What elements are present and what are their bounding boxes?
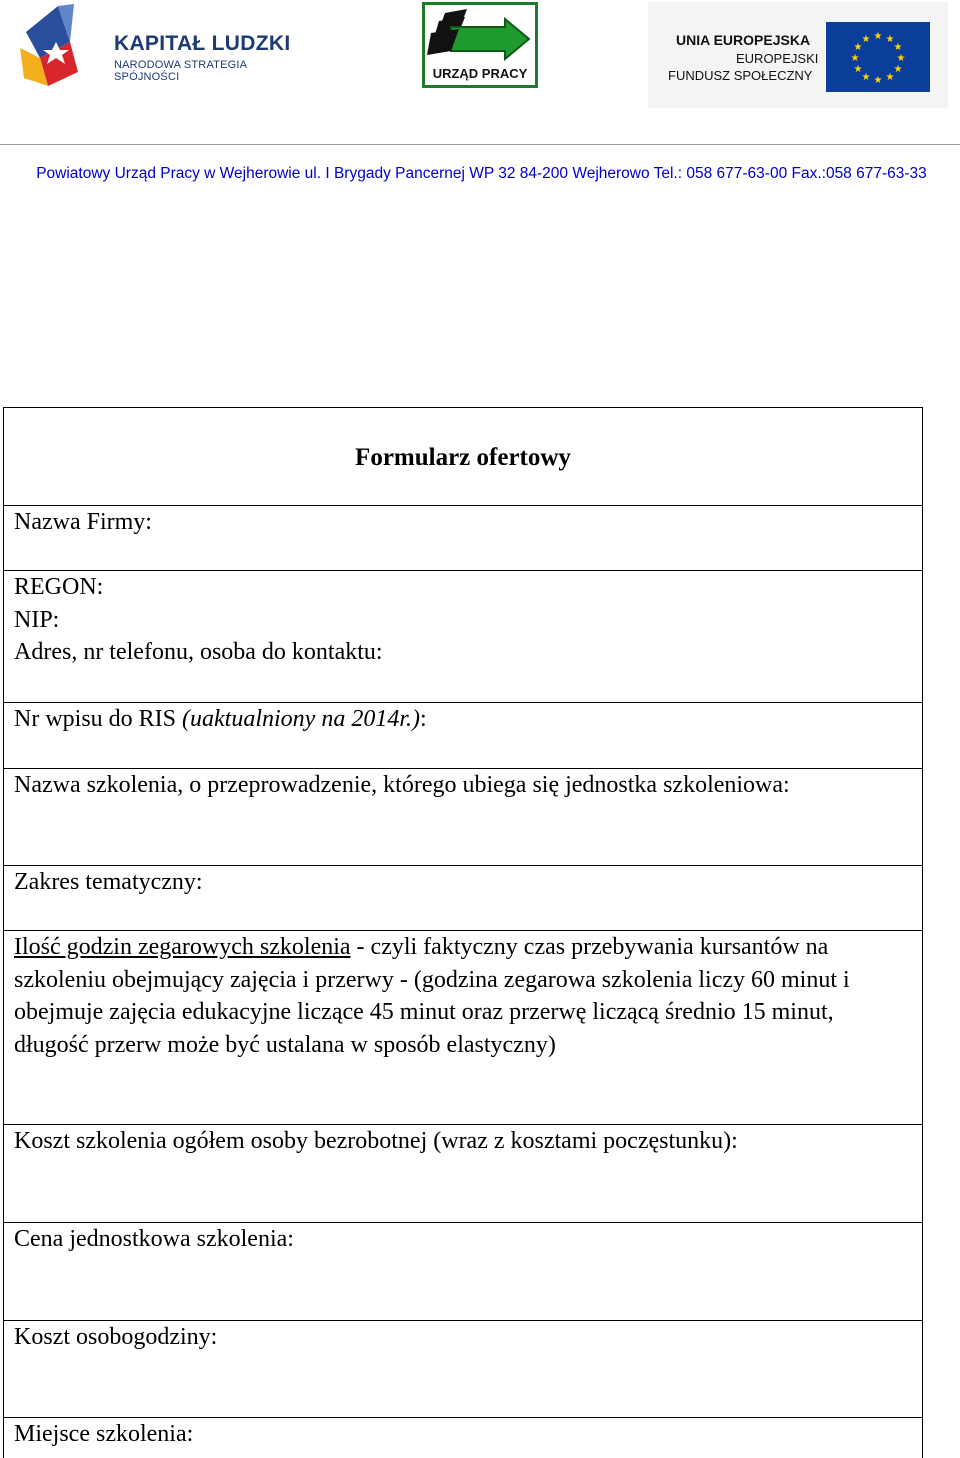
address-contact-label: Adres, nr telefonu, osoba do kontaktu:: [14, 639, 383, 665]
unit-price-row[interactable]: [4, 1223, 922, 1321]
kapital-ludzki-subtitle: NARODOWA STRATEGIA SPÓJNOŚCI: [114, 59, 247, 83]
svg-text:★: ★: [861, 72, 871, 83]
svg-text:★: ★: [853, 42, 863, 53]
unia-europejska-logo: [648, 2, 948, 108]
ris-colon: :: [420, 706, 427, 732]
office-address: Powiatowy Urząd Pracy w Wejherowie ul. I Brygady Pancernej WP 32 84-200 Wejherowo Tel.: 058 677-63-00 Fax.:058 677-63-33: [36, 165, 927, 182]
location-label: Miejsce szkolenia:: [14, 1421, 194, 1447]
offer-form: [3, 407, 923, 1458]
svg-text:★: ★: [853, 64, 863, 75]
svg-text:★: ★: [893, 64, 903, 75]
regon-label: REGON:: [14, 574, 104, 600]
svg-text:★: ★: [893, 42, 903, 53]
svg-text:★: ★: [850, 53, 860, 64]
nip-label: NIP:: [14, 606, 60, 633]
kapital-ludzki-logo: [18, 2, 308, 94]
ris-label: [14, 703, 912, 736]
form-title: Formularz ofertowy: [4, 408, 922, 506]
kapital-ludzki-emblem-icon: [18, 2, 98, 94]
hours-label: [14, 931, 912, 1061]
company-details-row[interactable]: [4, 571, 922, 703]
company-name-row[interactable]: [4, 506, 922, 571]
training-name-row[interactable]: [4, 769, 922, 866]
header-divider: [0, 144, 960, 145]
eu-flag-icon: [826, 22, 930, 92]
svg-text:★: ★: [885, 72, 895, 83]
scope-row[interactable]: [4, 866, 922, 931]
ue-line1: UNIA EUROPEJSKA: [676, 32, 811, 48]
svg-text:★: ★: [873, 31, 883, 42]
svg-text:★: ★: [885, 34, 895, 45]
ue-line2: EUROPEJSKI: [736, 51, 819, 66]
hours-label-title: Ilość godzin zegarowych szkolenia: [14, 934, 351, 960]
ris-row[interactable]: [4, 703, 922, 769]
total-cost-row[interactable]: [4, 1125, 922, 1223]
location-row[interactable]: [4, 1418, 922, 1458]
urzad-pracy-arrow-icon: [425, 7, 535, 69]
svg-text:★: ★: [896, 53, 906, 64]
hour-cost-label: Koszt osobogodziny:: [14, 1324, 218, 1350]
svg-text:★: ★: [861, 34, 871, 45]
urzad-pracy-logo: [422, 2, 538, 88]
total-cost-label: Koszt szkolenia ogółem osoby bezrobotnej (wraz z kosztami poczęstunku):: [14, 1128, 738, 1154]
kapital-ludzki-title: KAPITAŁ LUDZKI: [114, 32, 291, 55]
training-name-label: Nazwa szkolenia, o przeprowadzenie, którego ubiega się jednostka szkoleniowa:: [14, 772, 790, 798]
company-name-label: Nazwa Firmy:: [14, 509, 152, 535]
ris-note: (uaktualniony na 2014r.): [182, 706, 420, 732]
urzad-pracy-label: URZĄD PRACY: [432, 66, 528, 81]
svg-text:★: ★: [873, 75, 883, 86]
ris-label-text: Nr wpisu do RIS: [14, 706, 183, 732]
ue-line3: FUNDUSZ SPOŁECZNY: [668, 68, 813, 83]
scope-label: Zakres tematyczny:: [14, 869, 203, 895]
unit-price-label: Cena jednostkowa szkolenia:: [14, 1226, 294, 1252]
hours-row[interactable]: [4, 931, 922, 1125]
hours-description: - czyli faktyczny czas przebywania kursantów na szkoleniu obejmujący zajęcia i przerwy - (godzina zegarowa szkolenia liczy 60 minut i obejmuje zajęcia edukacyjne liczące 45 minut oraz przerwę liczącą średnio 15 minut, długość przerw może być ustalana w sposób elastyczny): [14, 934, 850, 1058]
hour-cost-row[interactable]: [4, 1321, 922, 1418]
